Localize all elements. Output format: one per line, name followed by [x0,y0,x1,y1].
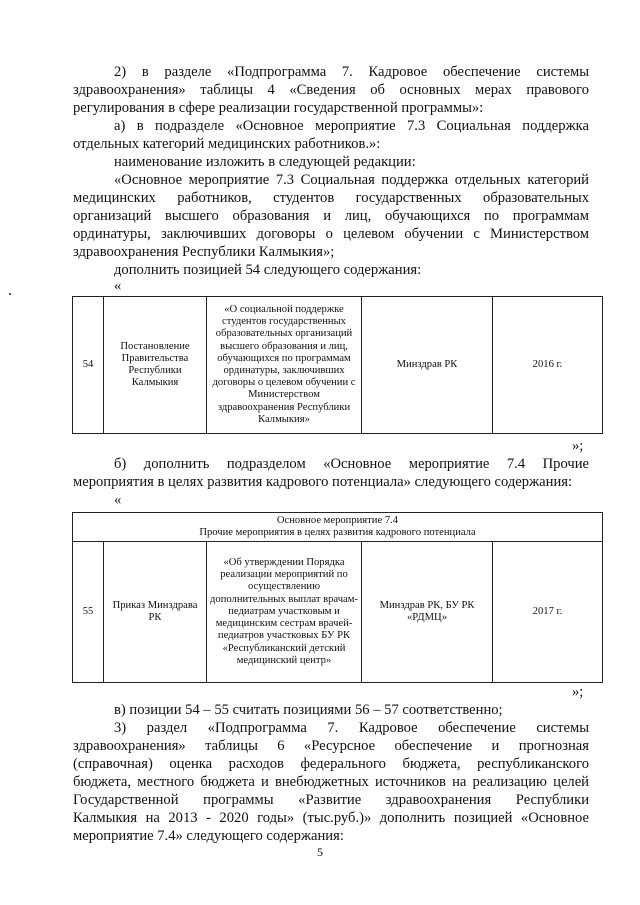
open-quote-1: « [114,278,122,294]
page-number: 5 [317,845,323,859]
cell-number: 55 [73,542,104,683]
paragraph-8-line-2: здравоохранения» таблицы 6 «Ресурсное обеспечение и прогнозная [73,738,589,754]
cell-year: 2016 г. [493,297,603,434]
cell-document-type: Постановление Правительства Республики Калмыкия [104,297,207,434]
scan-dot [9,293,11,295]
paragraph-8-line-5: Государственной программы «Развитие здравоохранения Республики [73,792,589,808]
table-header [73,513,603,542]
paragraph-2-line-1: а) в подразделе «Основное мероприятие 7.3 Социальная поддержка [114,118,589,134]
paragraph-1-line-1: 2) в разделе «Подпрограмма 7. Кадровое обеспечение системы [114,64,589,80]
paragraph-7: в) позиции 54 – 55 считать позициями 56 – 57 соответственно; [114,702,503,718]
cell-document-title: «О социальной поддержке студентов государственных образовательных организаций высшего образования и лиц, обучающихся по программам ординатуры, заключивших договоры о целевом обучении с Министерством здравоохранения Республики Калмыкия» [207,297,362,434]
paragraph-6-line-2: мероприятия в целях развития кадрового потенциала» следующего содержания: [73,474,573,490]
paragraph-4-line-1: «Основное мероприятие 7.3 Социальная поддержка отдельных категорий [114,172,589,188]
close-quote-1: »; [572,438,584,454]
paragraph-2-line-2: отдельных категорий медицинских работников.»: [73,136,381,152]
paragraph-4-line-2: медицинских работников, студентов государственных образовательных [73,190,589,206]
paragraph-1-line-2: здравоохранения» таблицы 4 «Сведения об основных мерах правового [73,82,589,98]
paragraph-8-line-1: 3) раздел «Подпрограмма 7. Кадровое обеспечение системы [114,720,589,736]
paragraph-8-line-4: бюджета, местного бюджета и внебюджетных источников на реализацию целей [73,774,589,790]
paragraph-4-line-5: здравоохранения Республики Калмыкия»; [73,244,335,260]
close-quote-2: »; [572,684,584,700]
paragraph-1-line-3: регулирования в сфере реализации государственной программы»: [73,100,484,116]
header-line-2: Прочие мероприятия в целях развития кадрового потенциала [199,527,476,538]
paragraph-5: дополнить позицией 54 следующего содержания: [114,262,422,278]
paragraph-4-line-3: организаций высшего образования и лиц, обучающихся по программам [73,208,589,224]
cell-year: 2017 г. [493,542,603,683]
paragraph-6-line-1: б) дополнить подразделом «Основное мероприятие 7.4 Прочие [114,456,589,472]
open-quote-2: « [114,492,122,508]
table-row [73,297,603,434]
cell-executor: Минздрав РК, БУ РК «РДМЦ» [362,542,493,683]
paragraph-4-line-4: ординатуры, заключивших договоры о целевом обучении с Министерством [73,226,589,242]
table-row [73,542,603,683]
cell-executor: Минздрав РК [362,297,493,434]
header-line-1: Основное мероприятие 7.4 [276,514,399,526]
paragraph-8-line-6: Калмыкия на 2013 - 2020 годы» (тыс.руб.)» дополнить позицией «Основное [73,810,589,826]
cell-document-type: Приказ Минздрава РК [104,542,207,683]
paragraph-8-line-7: мероприятие 7.4» следующего содержания: [73,828,344,844]
paragraph-8-line-3: (справочная) оценка расходов федерального бюджета, республиканского [73,756,589,772]
table-position-55 [72,512,603,683]
table-position-54 [72,296,603,434]
paragraph-3: наименование изложить в следующей редакции: [114,154,416,170]
cell-number: 54 [73,297,104,434]
cell-document-title: «Об утверждении Порядка реализации мероприятий по осуществлению дополнительных выплат врачам-педиатрам участковым и медицинским сестрам врачей-педиатров участковых БУ РК «Республиканский детский медицинский центр» [207,542,362,683]
table-header-row [73,513,603,542]
